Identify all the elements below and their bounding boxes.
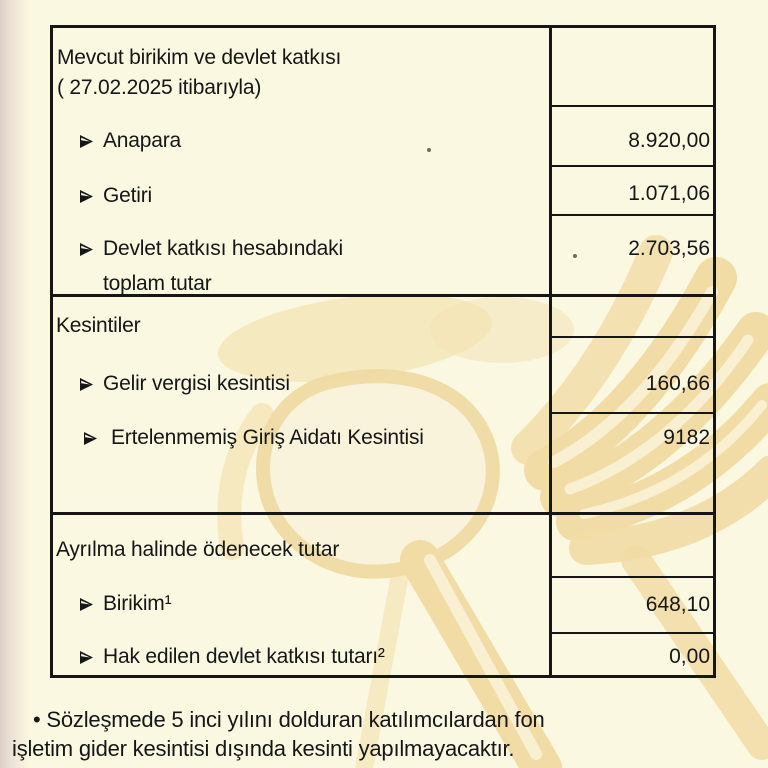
value-anapara: 8.920,00 xyxy=(628,129,710,152)
value-hak-edilen: 0,00 xyxy=(669,645,710,668)
value-giris-aidati: 9182 xyxy=(663,426,710,449)
section3-header: Ayrılma halinde ödenecek tutar xyxy=(56,538,340,561)
value-cell-divider xyxy=(550,105,716,107)
row-label: Devlet katkısı hesabındaki xyxy=(103,237,343,260)
arrow-bullet-icon xyxy=(79,376,94,392)
benefits-table-frame xyxy=(50,25,716,678)
table-row xyxy=(79,235,343,262)
row-label: Hak edilen devlet katkısı tutarı² xyxy=(103,645,385,668)
row-label: Gelir vergisi kesintisi xyxy=(103,372,290,395)
value-devlet-katkisi: 2.703,56 xyxy=(628,237,710,260)
footnote-line2: işletim gider kesintisi dışında kesinti yapılmayacaktır. xyxy=(12,736,515,761)
table-column-divider xyxy=(549,25,552,678)
row-label: Birikim¹ xyxy=(103,592,172,615)
table-row xyxy=(83,424,424,451)
arrow-bullet-icon xyxy=(79,596,94,612)
arrow-bullet-icon xyxy=(79,188,94,204)
value-cell-divider xyxy=(550,412,716,414)
arrow-bullet-icon xyxy=(79,241,94,257)
table-row xyxy=(79,643,385,670)
value-getiri: 1.071,06 xyxy=(628,182,710,205)
arrow-bullet-icon xyxy=(83,430,98,446)
value-cell-divider xyxy=(550,214,716,216)
value-gelir-vergisi: 160,66 xyxy=(645,372,710,395)
scan-artifact xyxy=(427,148,431,152)
footnote-line1: • Sözleşmede 5 inci yılını dolduran katılımcılardan fon xyxy=(33,707,545,732)
row-label: Anapara xyxy=(103,129,181,152)
value-cell-divider xyxy=(550,336,716,338)
table-row xyxy=(79,370,290,397)
value-birikim: 648,10 xyxy=(645,593,710,616)
table-row xyxy=(79,590,171,617)
row-label-line2: toplam tutar xyxy=(103,272,212,295)
arrow-bullet-icon xyxy=(79,649,94,665)
table-row xyxy=(79,127,181,154)
arrow-bullet-icon xyxy=(79,133,94,149)
value-cell-divider xyxy=(550,165,716,167)
section-divider-2 xyxy=(50,512,716,515)
section1-header-line2: ( 27.02.2025 itibarıyla) xyxy=(57,76,262,99)
section2-header: Kesintiler xyxy=(56,314,141,337)
row-label: Ertelenmemiş Giriş Aidatı Kesintisi xyxy=(111,426,424,449)
section1-header-line1: Mevcut birikim ve devlet katkısı xyxy=(57,46,342,69)
scan-artifact xyxy=(573,254,577,258)
table-row xyxy=(79,182,152,209)
value-cell-divider xyxy=(550,632,716,634)
value-cell-divider xyxy=(550,576,716,578)
row-label: Getiri xyxy=(103,184,152,207)
